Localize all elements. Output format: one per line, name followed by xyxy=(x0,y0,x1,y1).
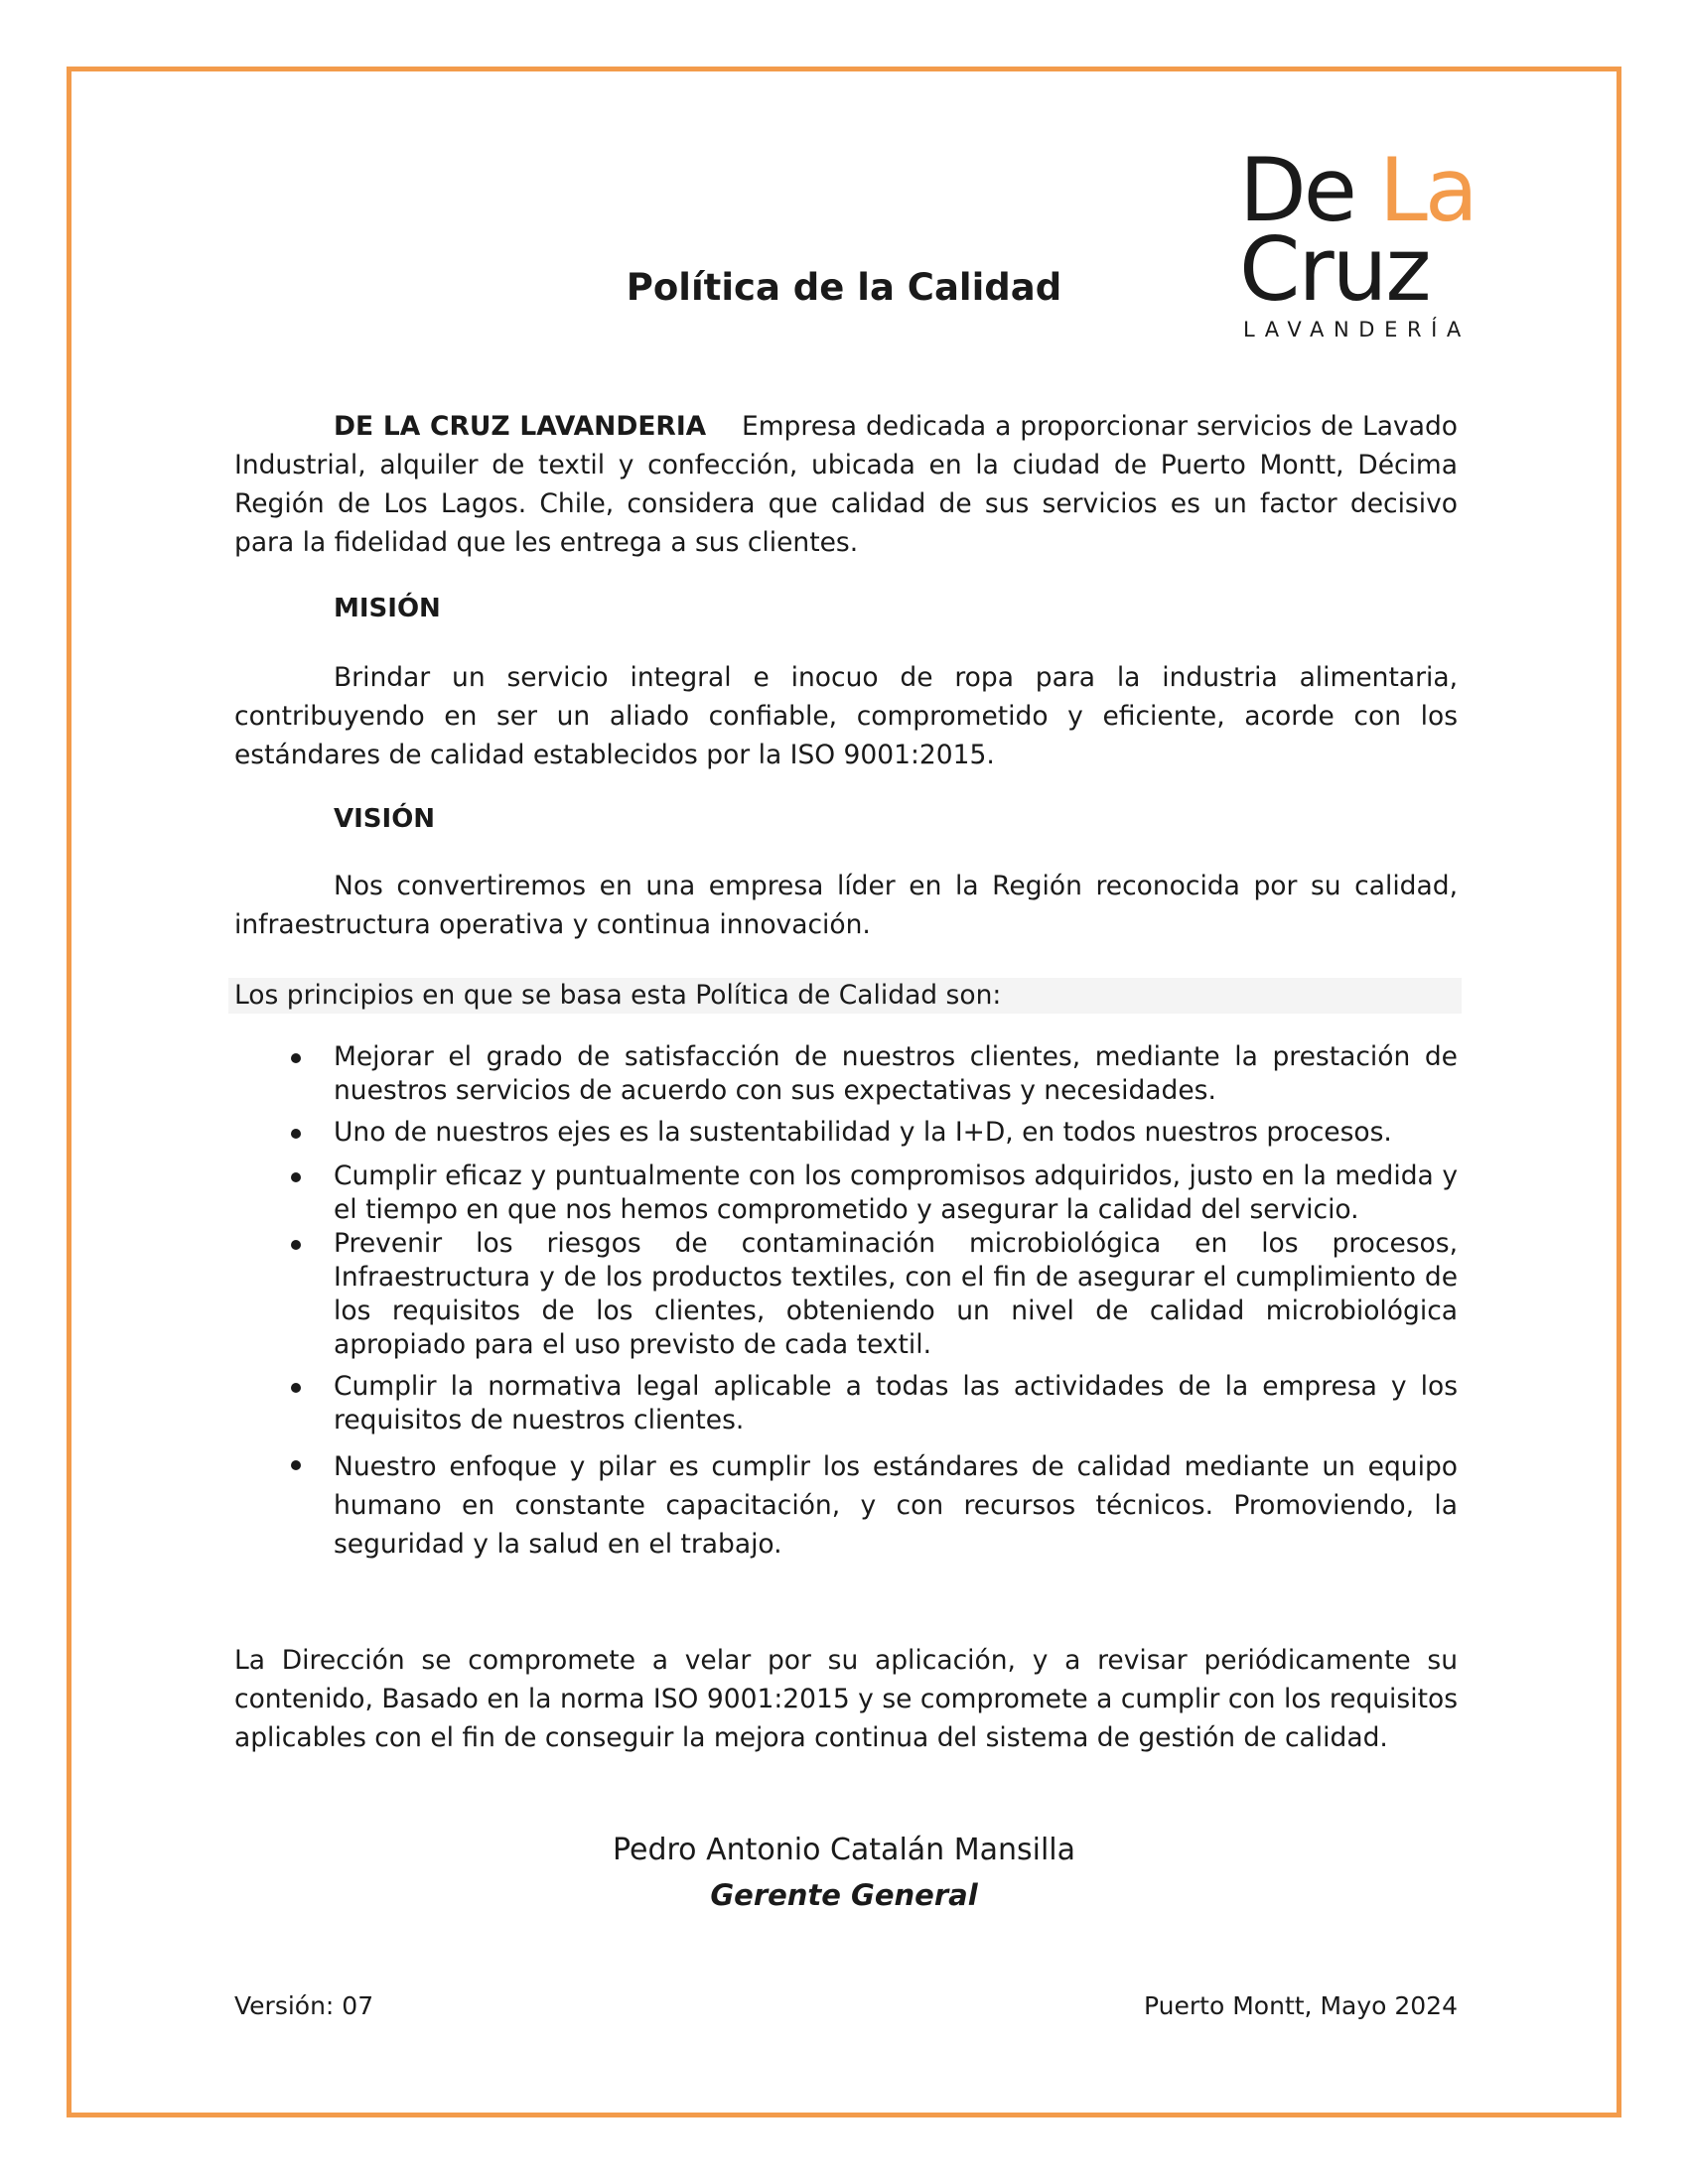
list-item xyxy=(234,1447,1458,1564)
list-item xyxy=(234,1227,1458,1362)
logo-accent-word: La xyxy=(1378,139,1476,241)
list-item-text: Cumplir la normativa legal aplicable a todas las actividades de la empresa y los requisitos de nuestros clientes. xyxy=(334,1371,1458,1435)
logo-line-2: Cruz xyxy=(1239,218,1430,321)
bullet-icon xyxy=(291,1053,301,1063)
document-version: Versión: 07 xyxy=(234,1991,374,2020)
list-item-text: Uno de nuestros ejes es la sustentabilidad y la I+D, en todos nuestros procesos. xyxy=(334,1117,1392,1148)
intro-paragraph xyxy=(234,407,1458,562)
principles-intro: Los principios en que se basa esta Política de Calidad son: xyxy=(234,980,1002,1011)
list-item-text: Cumplir eficaz y puntualmente con los compromisos adquiridos, justo en la medida y el tiempo en que nos hemos comprometido y asegurar la calidad del servicio. xyxy=(334,1160,1458,1225)
vision-paragraph: Nos convertiremos en una empresa líder en la Región reconocida por su calidad, infraestructura operativa y continua innovación. xyxy=(234,871,1458,940)
list-item xyxy=(234,1160,1458,1227)
company-name: DE LA CRUZ LAVANDERIA xyxy=(334,411,707,442)
signer-role: Gerente General xyxy=(710,1878,978,1912)
list-item-text: Nuestro enfoque y pilar es cumplir los estándares de calidad mediante un equipo humano en constante capacitación, y con recursos técnicos. Promoviendo, la seguridad y la salud en el trabajo. xyxy=(334,1451,1458,1560)
bullet-icon xyxy=(291,1129,301,1139)
bullet-icon xyxy=(291,1172,301,1182)
list-item xyxy=(234,1116,1458,1150)
list-item-text: Prevenir los riesgos de contaminación microbiológica en los procesos, Infraestructura y de los productos textiles, con el fin de asegurar el cumplimiento de los requisitos de los clientes, obteniendo un nivel de calidad microbiológica apropiado para el uso previsto de cada textil. xyxy=(334,1228,1458,1360)
list-item-text: Mejorar el grado de satisfacción de nuestros clientes, mediante la prestación de nuestros servicios de acuerdo con sus expectativas y necesidades. xyxy=(334,1041,1458,1106)
logo-letter-d: D xyxy=(1239,139,1304,241)
list-item xyxy=(234,1370,1458,1437)
bullet-icon xyxy=(291,1383,301,1393)
bullet-icon xyxy=(291,1240,301,1250)
intro-text: Empresa dedicada a proporcionar servicios de Lavado Industrial, alquiler de textil y confección, ubicada en la ciudad de Puerto Montt, Décima Región de Los Lagos. Chile, considera que calidad de sus servicios es un factor decisivo para la fidelidad que les entrega a sus clientes. xyxy=(234,411,1458,558)
mision-paragraph: Brindar un servicio integral e inocuo de ropa para la industria alimentaria, contribuyendo en ser un aliado confiable, comprometido y eficiente, acorde con los estándares de calidad establecidos por la ISO 9001:2015. xyxy=(234,662,1458,770)
list-item xyxy=(234,1040,1458,1108)
page-title: Política de la Calidad xyxy=(626,266,1062,309)
bullet-icon xyxy=(291,1460,301,1470)
logo-letter-e: e xyxy=(1303,139,1354,241)
vision-heading: VISIÓN xyxy=(334,804,436,834)
principles-list xyxy=(234,1040,1458,1564)
mision-heading: MISIÓN xyxy=(334,594,441,623)
logo-subtitle: LAVANDERÍA xyxy=(1243,318,1471,341)
commitment-paragraph: La Dirección se compromete a velar por su aplicación, y a revisar periódicamente su contenido, Basado en la norma ISO 9001:2015 y se compromete a cumplir con los requisitos aplicables con el fin de conseguir la mejora continua del sistema de gestión de calidad. xyxy=(234,1645,1458,1753)
place-date: Puerto Montt, Mayo 2024 xyxy=(1144,1991,1458,2020)
signer-name: Pedro Antonio Catalán Mansilla xyxy=(612,1833,1076,1867)
company-logo xyxy=(1239,139,1477,345)
